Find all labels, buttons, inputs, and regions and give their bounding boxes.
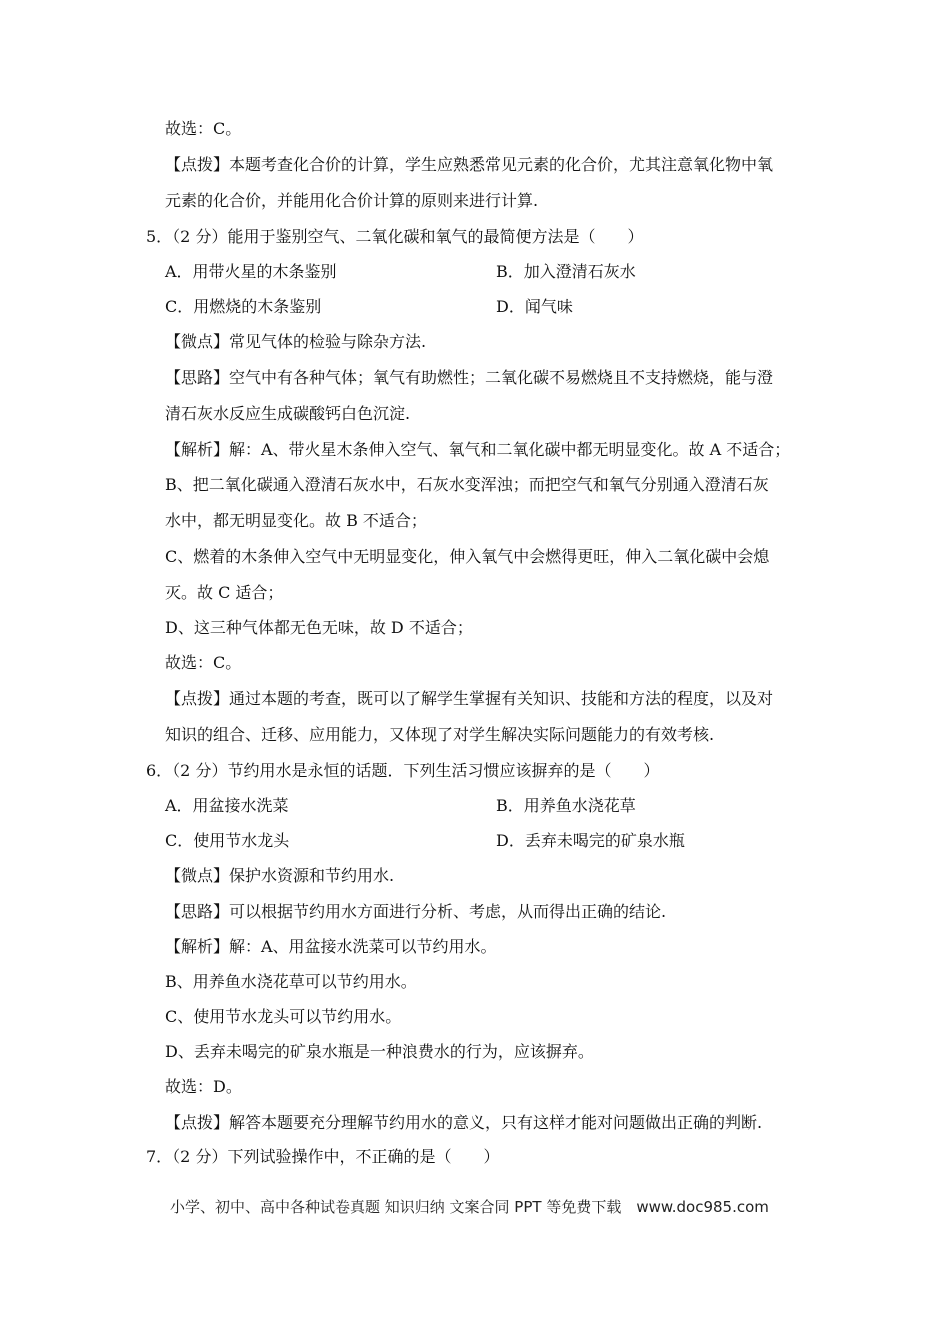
text-line: C、燃着的木条伸入空气中无明显变化，伸入氧气中会燃得更旺，伸入二氧化碳中会熄 xyxy=(165,547,770,566)
text-line: B．加入澄清石灰水 xyxy=(496,262,636,281)
text-line: A．用盆接水洗菜 xyxy=(165,796,289,815)
text-line: B．用养鱼水浇花草 xyxy=(496,796,636,815)
text-line: 【微点】常见气体的检验与除杂方法. xyxy=(165,332,427,351)
text-line: 故选：C。 xyxy=(165,653,242,672)
text-line: D、这三种气体都无色无味，故 D 不适合； xyxy=(165,618,473,637)
text-line: C．使用节水龙头 xyxy=(165,831,290,850)
text-line: 5．（2 分）能用于鉴别空气、二氧化碳和氧气的最简便方法是（ ） xyxy=(146,227,644,246)
text-line: 清石灰水反应生成碳酸钙白色沉淀. xyxy=(165,404,411,423)
text-line: D．丢弃未喝完的矿泉水瓶 xyxy=(496,831,685,850)
text-line: A．用带火星的木条鉴别 xyxy=(165,262,337,281)
text-line: 【点拨】解答本题要充分理解节约用水的意义，只有这样才能对问题做出正确的判断. xyxy=(165,1113,763,1132)
text-line: C、使用节水龙头可以节约用水。 xyxy=(165,1007,402,1026)
text-line: 【解析】解：A、带火星木条伸入空气、氧气和二氧化碳中都无明显变化。故 A 不适合； xyxy=(165,440,791,459)
text-line: 故选：C。 xyxy=(165,119,242,138)
page-footer: 小学、初中、高中各种试卷真题 知识归纳 文案合同 PPT 等免费下载 www.doc985.com xyxy=(170,1198,769,1216)
text-line: C．用燃烧的木条鉴别 xyxy=(165,297,322,316)
text-line: 【解析】解：A、用盆接水洗菜可以节约用水。 xyxy=(165,937,497,956)
text-line: D．闻气味 xyxy=(496,297,573,316)
text-line: 【思路】可以根据节约用水方面进行分析、考虑，从而得出正确的结论. xyxy=(165,902,667,921)
text-line: 知识的组合、迁移、应用能力，又体现了对学生解决实际问题能力的有效考核. xyxy=(165,725,715,744)
text-line: 元素的化合价，并能用化合价计算的原则来进行计算. xyxy=(165,191,539,210)
text-line: 灭。故 C 适合； xyxy=(165,583,284,602)
text-line: D、丢弃未喝完的矿泉水瓶是一种浪费水的行为，应该摒弃。 xyxy=(165,1042,594,1061)
text-line: 故选：D。 xyxy=(165,1077,242,1096)
text-line: 7．（2 分）下列试验操作中，不正确的是（ ） xyxy=(146,1147,500,1166)
text-line: 【微点】保护水资源和节约用水. xyxy=(165,866,395,885)
text-line: B、用养鱼水浇花草可以节约用水。 xyxy=(165,972,417,991)
text-line: B、把二氧化碳通入澄清石灰水中，石灰水变浑浊；而把空气和氧气分别通入澄清石灰 xyxy=(165,475,769,494)
text-line: 【点拨】本题考查化合价的计算，学生应熟悉常见元素的化合价，尤其注意氧化物中氧 xyxy=(165,155,774,174)
text-line: 【点拨】通过本题的考查，既可以了解学生掌握有关知识、技能和方法的程度，以及对 xyxy=(165,689,774,708)
text-line: 【思路】空气中有各种气体；氧气有助燃性；二氧化碳不易燃烧且不支持燃烧，能与澄 xyxy=(165,368,774,387)
text-line: 水中，都无明显变化。故 B 不适合； xyxy=(165,511,427,530)
text-line: 6．（2 分）节约用水是永恒的话题．下列生活习惯应该摒弃的是（ ） xyxy=(146,761,660,780)
